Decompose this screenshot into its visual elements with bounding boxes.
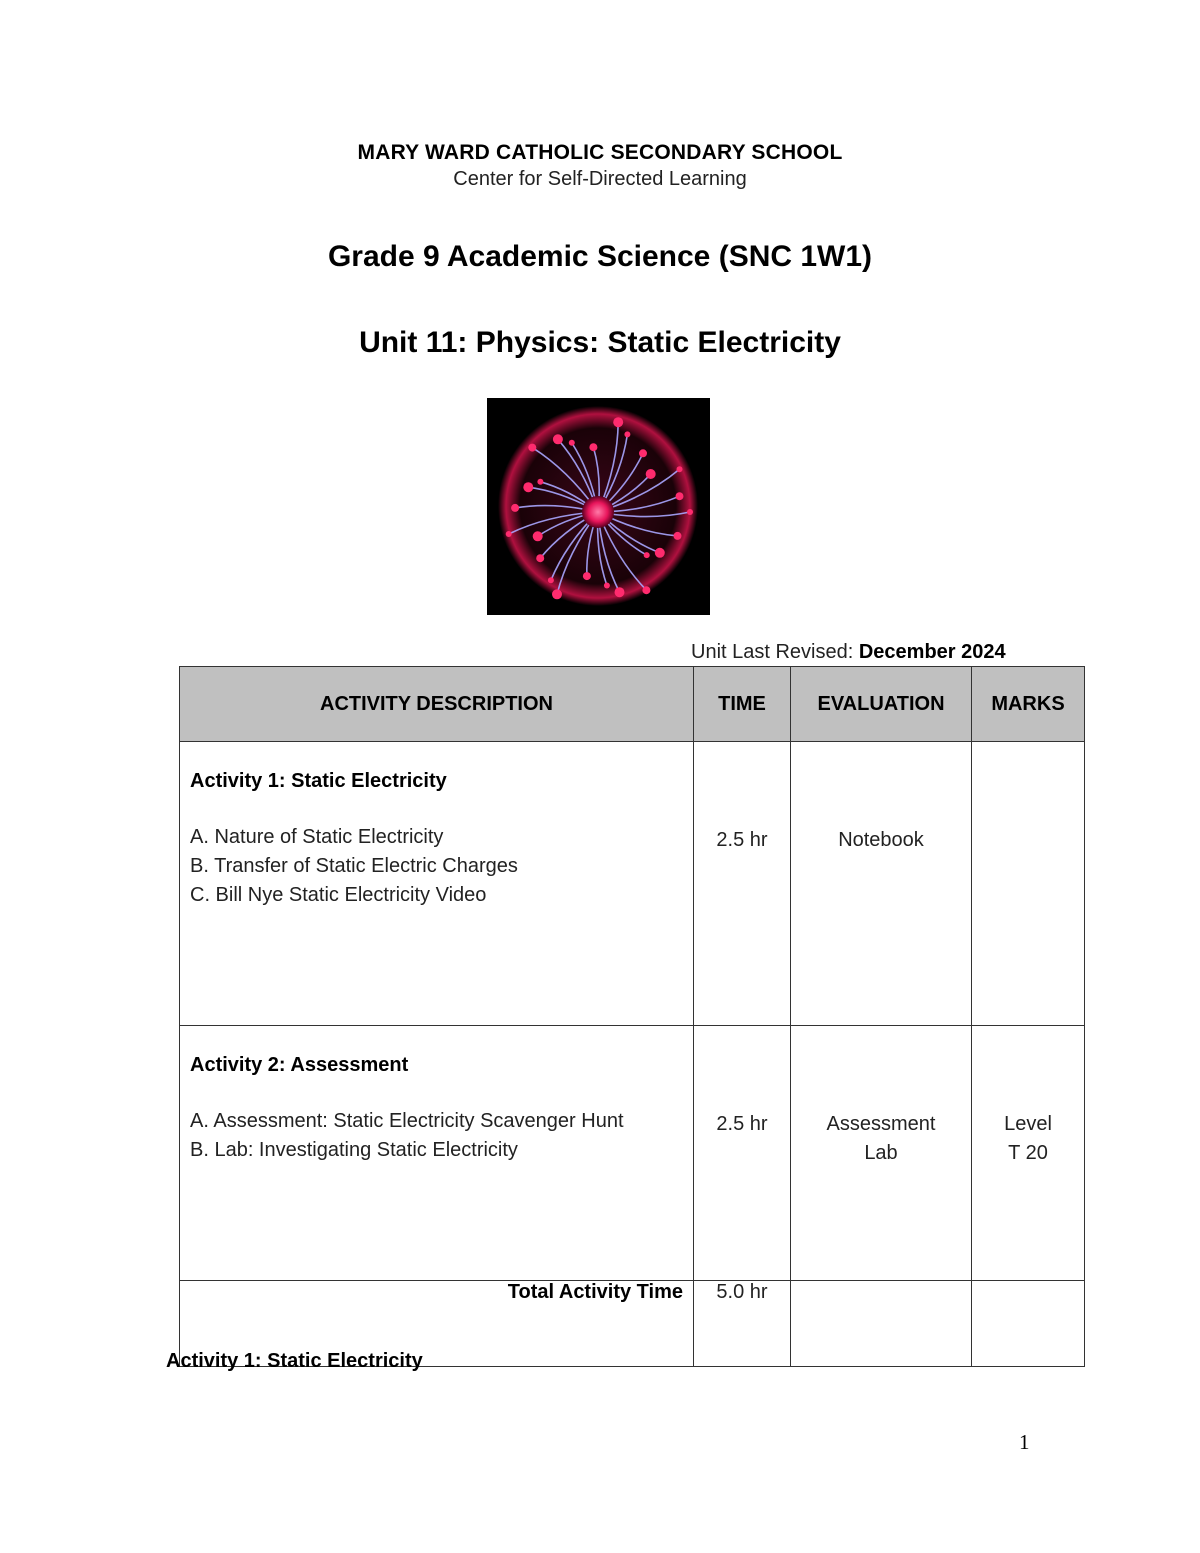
plasma-tip xyxy=(655,548,665,558)
plasma-tip xyxy=(583,572,591,580)
section-heading: Activity 1: Static Electricity xyxy=(166,1350,423,1372)
evaluation-line: Notebook xyxy=(838,829,924,851)
activity-item: C. Bill Nye Static Electricity Video xyxy=(190,884,487,906)
course-title: Grade 9 Academic Science (SNC 1W1) xyxy=(327,240,873,273)
marks-cell xyxy=(972,742,1085,1026)
plasma-tip xyxy=(548,577,554,583)
total-activity-time-label: Total Activity Time xyxy=(180,1281,694,1367)
plasma-tip xyxy=(589,443,597,451)
evaluation-cell xyxy=(791,742,972,1026)
time-cell: 2.5 hr xyxy=(694,742,791,1026)
plasma-tip xyxy=(639,449,647,457)
activity-description-cell xyxy=(180,1026,694,1281)
activity-description-cell xyxy=(180,742,694,1026)
plasma-tip xyxy=(536,554,544,562)
evaluation-cell xyxy=(791,1026,972,1281)
plasma-tip xyxy=(553,434,563,444)
marks-line: T 20 xyxy=(1008,1142,1048,1164)
plasma-tip xyxy=(646,469,656,479)
page-number: 1 xyxy=(1019,1430,1030,1454)
total-marks-cell xyxy=(972,1281,1085,1367)
plasma-tip xyxy=(537,479,543,485)
school-name: MARY WARD CATHOLIC SECONDARY SCHOOL xyxy=(357,141,843,164)
plasma-tip xyxy=(533,531,543,541)
marks-line: Level xyxy=(1004,1113,1052,1135)
activity-item: B. Lab: Investigating Static Electricity xyxy=(190,1139,518,1161)
revised-label: Unit Last Revised: xyxy=(691,641,854,663)
header-activity-description: ACTIVITY DESCRIPTION xyxy=(180,667,694,742)
total-evaluation-cell xyxy=(791,1281,972,1367)
table-header-row xyxy=(180,667,1085,742)
plasma-tip xyxy=(613,417,623,427)
plasma-ball-image xyxy=(487,398,710,615)
plasma-tip xyxy=(642,586,650,594)
table-row xyxy=(180,742,1085,1026)
activity-item: B. Transfer of Static Electric Charges xyxy=(190,855,518,877)
plasma-tip xyxy=(615,587,625,597)
total-activity-time-value: 5.0 hr xyxy=(694,1281,791,1367)
plasma-tip xyxy=(569,440,575,446)
plasma-tip xyxy=(687,509,693,515)
evaluation-line: Lab xyxy=(864,1142,898,1164)
plasma-tip xyxy=(511,504,519,512)
header-marks: MARKS xyxy=(972,667,1085,742)
plasma-tip xyxy=(604,583,610,589)
activity-title: Activity 2: Assessment xyxy=(190,1054,409,1076)
unit-revised-note xyxy=(691,641,1006,664)
header-time: TIME xyxy=(694,667,791,742)
activity-item: A. Assessment: Static Electricity Scavenger Hunt xyxy=(190,1110,624,1132)
activity-title: Activity 1: Static Electricity xyxy=(190,770,447,792)
activity-table xyxy=(179,666,1085,1367)
table-row xyxy=(180,1026,1085,1281)
plasma-tip xyxy=(528,444,536,452)
revised-date: December 2024 xyxy=(858,641,1006,663)
plasma-tip xyxy=(677,466,683,472)
plasma-tip xyxy=(523,482,533,492)
plasma-tip xyxy=(644,552,650,558)
activity-item: A. Nature of Static Electricity xyxy=(190,826,444,848)
plasma-tip xyxy=(552,589,562,599)
marks-cell xyxy=(972,1026,1085,1281)
school-subtitle: Center for Self-Directed Learning xyxy=(453,168,747,190)
header-evaluation: EVALUATION xyxy=(791,667,972,742)
plasma-tip xyxy=(624,431,630,437)
time-cell: 2.5 hr xyxy=(694,1026,791,1281)
evaluation-line: Assessment xyxy=(826,1113,936,1135)
plasma-tip xyxy=(506,531,512,537)
plasma-tip xyxy=(676,492,684,500)
plasma-tip xyxy=(674,532,682,540)
unit-title: Unit 11: Physics: Static Electricity xyxy=(359,326,841,359)
